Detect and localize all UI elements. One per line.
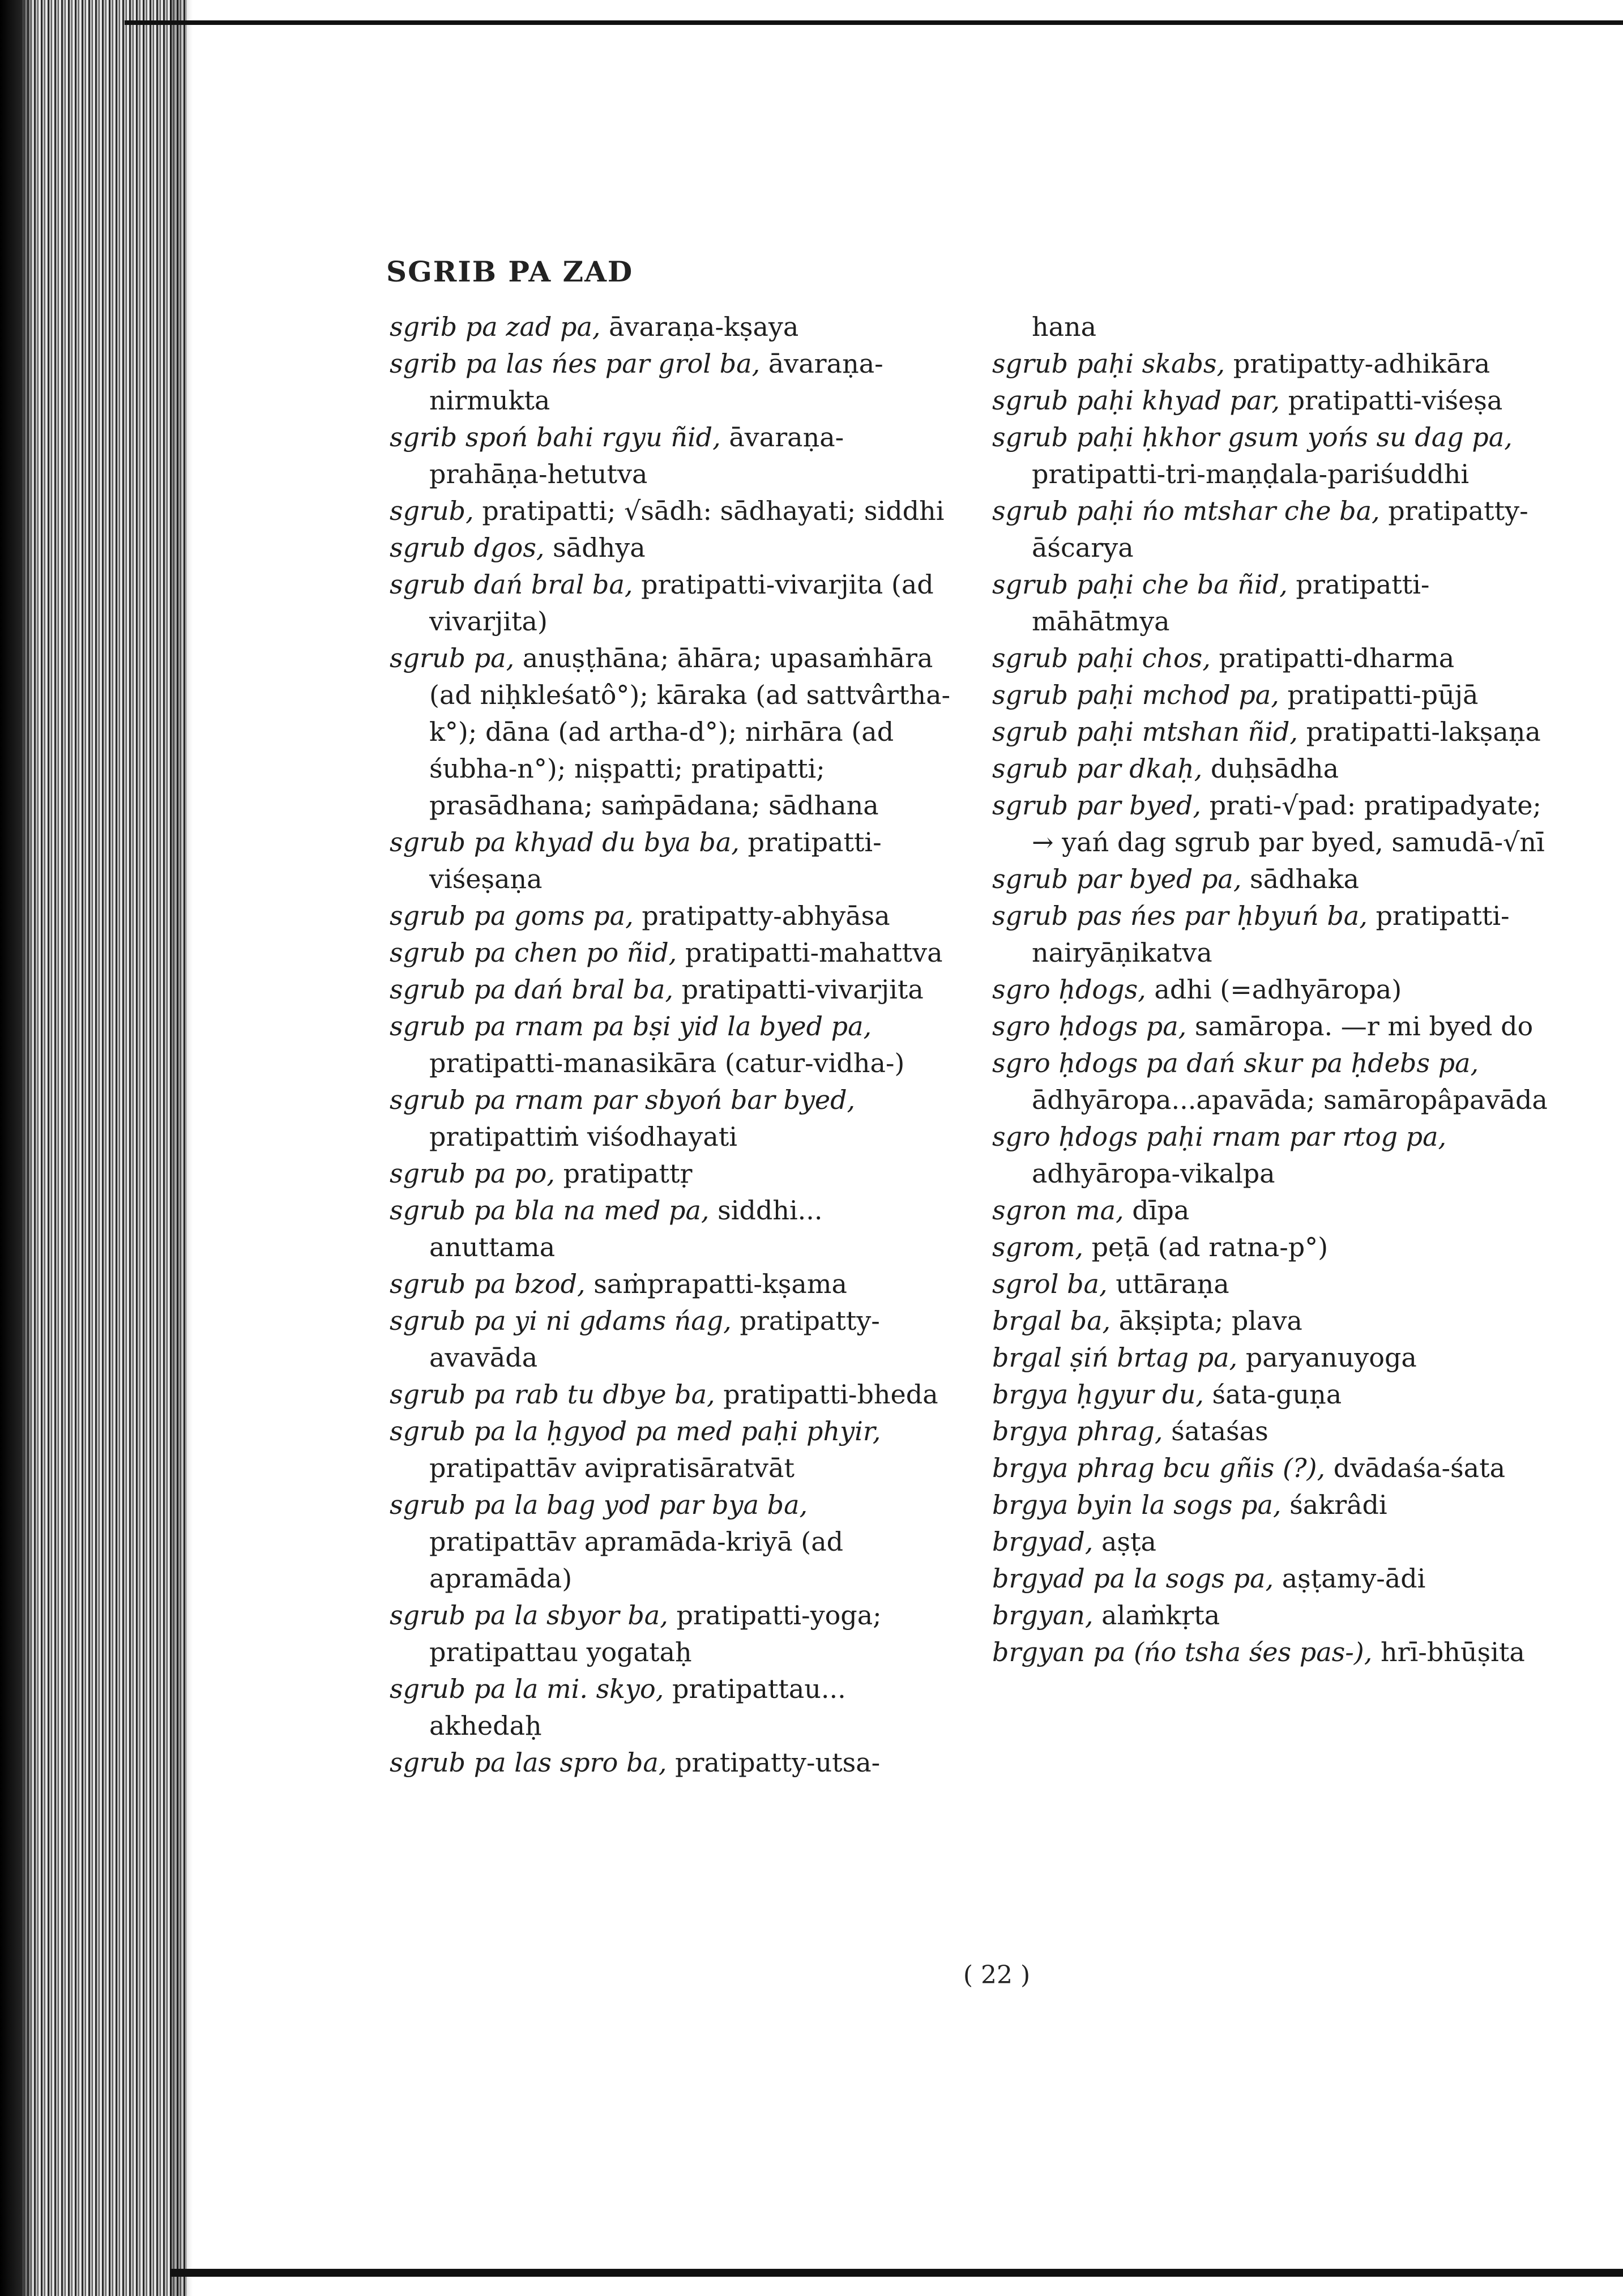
tibetan-headword: sgron ma, [992, 1195, 1124, 1226]
dictionary-entry [992, 1229, 1558, 1266]
sanskrit-gloss: dīpa [1124, 1195, 1190, 1226]
sanskrit-gloss: śata-guṇa [1203, 1379, 1342, 1410]
bottom-scan-border [170, 2269, 1623, 2277]
dictionary-entry [390, 824, 956, 898]
sanskrit-gloss: pratipatty-avavāda [429, 1305, 880, 1373]
tibetan-headword: brgal ba, [992, 1305, 1111, 1336]
dictionary-entry [992, 1560, 1558, 1597]
dictionary-entry [390, 1192, 956, 1266]
dictionary-entry [992, 898, 1558, 971]
tibetan-headword: sgrub pa las spro ba, [390, 1747, 667, 1778]
sanskrit-gloss: pratipatti-viśeṣaṇa [429, 827, 882, 894]
dictionary-entry [390, 1008, 956, 1082]
tibetan-headword: sgro ḥdogs, [992, 974, 1146, 1005]
dictionary-entry [390, 566, 956, 640]
sanskrit-gloss: uttāraṇa [1107, 1269, 1229, 1299]
sanskrit-gloss: alaṁkṛta [1093, 1600, 1220, 1631]
spine-shadow [170, 0, 193, 2296]
tibetan-headword: sgro ḥdogs pa dań skur pa ḥdebs pa, [992, 1048, 1479, 1078]
sanskrit-gloss: pratipatti-viśeṣa [1279, 385, 1503, 416]
sanskrit-gloss: siddhi... anuttama [429, 1195, 823, 1262]
tibetan-headword: brgal ṣiń brtag pa, [992, 1342, 1238, 1373]
sanskrit-gloss: āvaraṇa-kṣaya [600, 311, 799, 342]
dictionary-entry [992, 677, 1558, 714]
sanskrit-gloss: pratipatti-pūjā [1279, 680, 1479, 710]
tibetan-headword: sgrub paḥi mchod pa, [992, 680, 1279, 710]
left-column [390, 309, 956, 1781]
tibetan-headword: sgrub pa, [390, 643, 515, 673]
dictionary-entry [390, 1597, 956, 1671]
sanskrit-gloss: pratipatti-mahattva [677, 937, 943, 968]
sanskrit-gloss: pratipatti-yoga; pratipattau yogataḥ [429, 1600, 882, 1667]
dictionary-entry [992, 750, 1558, 787]
tibetan-headword: sgrom, [992, 1232, 1083, 1262]
tibetan-headword: sgrub pa rnam par sbyoń bar byed, [390, 1085, 856, 1115]
dictionary-entry [390, 1487, 956, 1597]
dictionary-entry [992, 1339, 1558, 1376]
tibetan-headword: sgrub pa bla na med pa, [390, 1195, 710, 1226]
tibetan-headword: sgrub pa la mi. skyo, [390, 1674, 664, 1704]
tibetan-headword: brgyan pa (ńo tsha śes pas-), [992, 1637, 1373, 1667]
dictionary-entry [390, 898, 956, 934]
sanskrit-gloss: pratipatty-utsa- [667, 1747, 881, 1778]
top-scan-border [125, 20, 1623, 25]
tibetan-headword: sgro ḥdogs pa, [992, 1011, 1187, 1042]
tibetan-headword: sgrub par byed, [992, 790, 1201, 821]
tibetan-headword: sgrub pa la bag yod par bya ba, [390, 1490, 808, 1520]
dictionary-entry [390, 1155, 956, 1192]
sanskrit-gloss: pratipatti; √sādh: sādhayati; siddhi [473, 496, 945, 526]
tibetan-headword: sgrub paḥi ḥkhor gsum yońs su dag pa, [992, 422, 1513, 453]
sanskrit-gloss: adhyāropa-vikalpa [1032, 1158, 1275, 1189]
sanskrit-gloss: adhi (=adhyāropa) [1146, 974, 1402, 1005]
tibetan-headword: sgrub pa dań bral ba, [390, 974, 674, 1005]
dictionary-entry [390, 309, 956, 345]
dictionary-entry [390, 493, 956, 530]
sanskrit-gloss: pratipattāv avipratisāratvāt [429, 1453, 795, 1483]
tibetan-headword: sgrib pa las ńes par grol ba, [390, 348, 761, 379]
tibetan-headword: brgya phrag, [992, 1416, 1163, 1446]
sanskrit-gloss: pratipattiṁ viśodhayati [429, 1121, 737, 1152]
dictionary-entry [992, 1045, 1558, 1119]
dictionary-entry [992, 382, 1558, 419]
dictionary-entry [390, 1413, 956, 1487]
tibetan-headword: sgrub pa po, [390, 1158, 555, 1189]
dictionary-entry [992, 714, 1558, 750]
tibetan-headword: sgro ḥdogs paḥi rnam par rtog pa, [992, 1121, 1447, 1152]
dictionary-entry [992, 1487, 1558, 1523]
tibetan-headword: sgrub paḥi khyad par, [992, 385, 1280, 416]
tibetan-headword: sgrib pa zad pa, [390, 311, 601, 342]
dictionary-entry [390, 1082, 956, 1155]
page-number: ( 22 ) [963, 1961, 1031, 1990]
dictionary-entry [390, 971, 956, 1008]
sanskrit-gloss: pratipatti-tri-maṇḍala-pariśuddhi [1032, 459, 1470, 489]
dictionary-entry [992, 1303, 1558, 1339]
tibetan-headword: brgya byin la sogs pa, [992, 1490, 1282, 1520]
sanskrit-gloss: aṣṭamy-ādi [1274, 1563, 1426, 1594]
sanskrit-gloss: paryanuyoga [1237, 1342, 1417, 1373]
dictionary-entry [390, 419, 956, 493]
tibetan-headword: sgrub dań bral ba, [390, 569, 633, 600]
sanskrit-gloss: pratipatty-abhyāsa [633, 901, 890, 931]
sanskrit-gloss: pratipatti-vivarjita (ad vivarjita) [429, 569, 934, 637]
sanskrit-gloss: sādhya [544, 532, 646, 563]
tibetan-headword: brgyad pa la sogs pa, [992, 1563, 1274, 1594]
sanskrit-gloss: pratipatti-nairyāṇikatva [1032, 901, 1510, 968]
dictionary-entry [390, 640, 956, 824]
right-column [992, 309, 1558, 1671]
sanskrit-gloss: pratipattāv apramāda-kriyā (ad apramāda) [429, 1526, 844, 1594]
continuation-text: hana [1032, 311, 1097, 342]
dictionary-entry [992, 1523, 1558, 1560]
dictionary-entry [992, 861, 1558, 898]
sanskrit-gloss: peṭā (ad ratna-p°) [1083, 1232, 1329, 1262]
sanskrit-gloss: pratipatty-adhikāra [1225, 348, 1490, 379]
dictionary-entry [992, 419, 1558, 493]
dictionary-entry [992, 787, 1558, 861]
tibetan-headword: brgya phrag bcu gñis (?), [992, 1453, 1326, 1483]
dictionary-entry [992, 1119, 1558, 1192]
sanskrit-gloss: śakrâdi [1281, 1490, 1387, 1520]
dictionary-entry [390, 345, 956, 419]
tibetan-headword: sgrub paḥi mtshan ñid, [992, 716, 1298, 747]
tibetan-headword: sgrub par dkaḥ, [992, 753, 1203, 784]
tibetan-headword: sgrub pa bzod, [390, 1269, 586, 1299]
dictionary-entry [390, 1376, 956, 1413]
tibetan-headword: brgyad, [992, 1526, 1094, 1557]
dictionary-entry [992, 1597, 1558, 1634]
sanskrit-gloss: prati-√pad: pratipadyate; → yań dag sgrub par byed, samudā-√nī [1032, 790, 1545, 857]
dictionary-entry [992, 1008, 1558, 1045]
tibetan-headword: sgrub pa la ḥgyod pa med paḥi phyir, [390, 1416, 881, 1446]
sanskrit-gloss: dvādaśa-śata [1325, 1453, 1505, 1483]
tibetan-headword: sgrub pas ńes par ḥbyuń ba, [992, 901, 1368, 931]
sanskrit-gloss: sādhaka [1241, 864, 1359, 894]
tibetan-headword: sgrub paḥi che ba ñid, [992, 569, 1288, 600]
tibetan-headword: sgrub pa rnam pa bṣi yid la byed pa, [390, 1011, 872, 1042]
dictionary-entry [992, 640, 1558, 677]
sanskrit-gloss: ākṣipta; plava [1111, 1305, 1302, 1336]
dictionary-entry [992, 1634, 1558, 1671]
sanskrit-gloss: pratipattṛ [555, 1158, 693, 1189]
dictionary-entry [992, 1413, 1558, 1450]
tibetan-headword: sgrub pa rab tu dbye ba, [390, 1379, 715, 1410]
dictionary-entry [992, 493, 1558, 566]
sanskrit-gloss: āvaraṇa-nirmukta [429, 348, 883, 416]
dictionary-entry [390, 1303, 956, 1376]
dictionary-entry [992, 566, 1558, 640]
tibetan-headword: sgrub pa goms pa, [390, 901, 634, 931]
sanskrit-gloss: anuṣṭhāna; āhāra; upasaṁhāra (ad niḥkleśatô°); kāraka (ad sattvârtha-k°); dāna (ad artha-d°); nirhāra (ad śubha-n°); niṣpatti; pratipatti; prasādhana; saṁpādana; sādhana [429, 643, 951, 821]
sanskrit-gloss: pratipatti-dharma [1210, 643, 1455, 673]
dictionary-entry [992, 1192, 1558, 1229]
tibetan-headword: sgrub pa la sbyor ba, [390, 1600, 668, 1631]
sanskrit-gloss: hrī-bhūṣita [1372, 1637, 1525, 1667]
tibetan-headword: sgrub pa chen po ñid, [390, 937, 677, 968]
sanskrit-gloss: pratipattau... akhedaḥ [429, 1674, 846, 1741]
dictionary-entry [390, 530, 956, 566]
sanskrit-gloss: ādhyāropa...apavāda; samāropâpavāda [1032, 1085, 1548, 1115]
sanskrit-gloss: duḥsādha [1202, 753, 1339, 784]
dictionary-entry [992, 345, 1558, 382]
sanskrit-gloss: pratipatti-bheda [715, 1379, 938, 1410]
dictionary-entry [992, 1376, 1558, 1413]
sanskrit-gloss: samāropa. —r mi byed do [1186, 1011, 1534, 1042]
dictionary-entry [390, 1266, 956, 1303]
tibetan-headword: sgrub pa yi ni gdams ńag, [390, 1305, 732, 1336]
sanskrit-gloss: āvaraṇa-prahāṇa-hetutva [429, 422, 844, 489]
dictionary-entry [992, 971, 1558, 1008]
sanskrit-gloss: pratipatti-vivarjita [673, 974, 924, 1005]
tibetan-headword: brgya ḥgyur du, [992, 1379, 1204, 1410]
dictionary-entry [992, 1266, 1558, 1303]
tibetan-headword: sgrub dgos, [390, 532, 545, 563]
tibetan-headword: brgyan, [992, 1600, 1094, 1631]
sanskrit-gloss: śataśas [1163, 1416, 1268, 1446]
sanskrit-gloss: pratipatti-lakṣaṇa [1297, 716, 1541, 747]
tibetan-headword: sgrub paḥi chos, [992, 643, 1211, 673]
dictionary-entry [390, 1671, 956, 1744]
sanskrit-gloss: saṁprapatti-kṣama [585, 1269, 847, 1299]
sanskrit-gloss: aṣṭa [1093, 1526, 1156, 1557]
dictionary-entry [390, 934, 956, 971]
running-header: SGRIB PA ZAD [386, 255, 634, 288]
tibetan-headword: sgrib spoń bahi rgyu ñid, [390, 422, 721, 453]
sanskrit-gloss: pratipatti-māhātmya [1032, 569, 1430, 637]
tibetan-headword: sgrub paḥi ńo mtshar che ba, [992, 496, 1380, 526]
tibetan-headword: sgrub par byed pa, [992, 864, 1242, 894]
sanskrit-gloss: pratipatti-manasikāra (catur-vidha-) [429, 1048, 905, 1078]
tibetan-headword: sgrub, [390, 496, 474, 526]
dictionary-entry [992, 1450, 1558, 1487]
tibetan-headword: sgrub pa khyad du bya ba, [390, 827, 740, 857]
dictionary-entry [390, 1744, 956, 1781]
tibetan-headword: sgrol ba, [992, 1269, 1108, 1299]
sanskrit-gloss: pratipatty-āścarya [1032, 496, 1528, 563]
book-page-edges [0, 0, 187, 2296]
tibetan-headword: sgrub paḥi skabs, [992, 348, 1225, 379]
